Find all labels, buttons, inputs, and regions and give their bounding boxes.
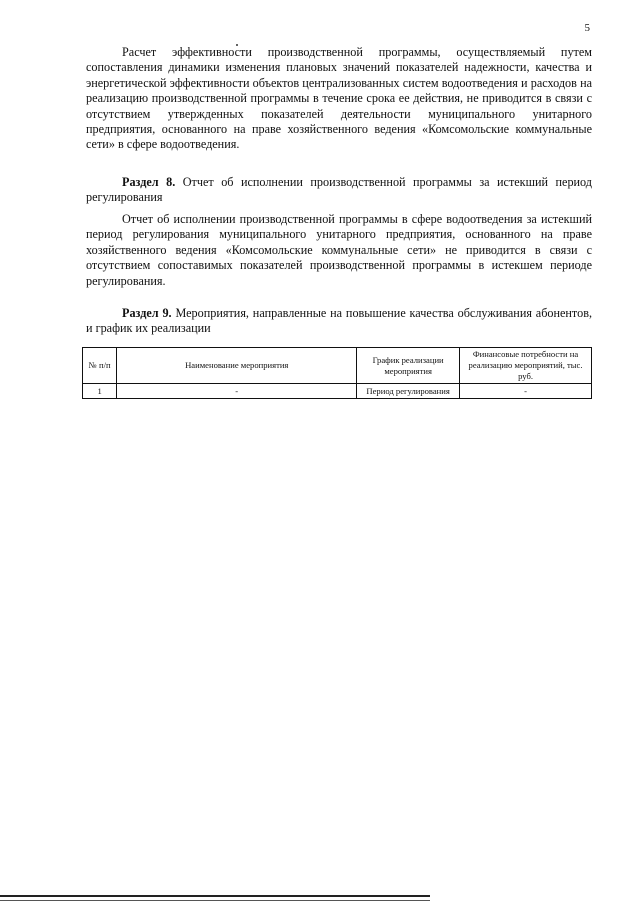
cell-num: 1 [83,384,117,399]
section-8-title: Отчет об исполнении производственной программы за истекший период регулирования [86,175,592,205]
paragraph-efficiency: Расчет эффективности производственной программы, осуществляемый путем сопоставления динамики изменения плановых значений показателей надежности, качества и энергетической эффективности объектов централизованных систем водоотведения и расходов на реализацию производственной программы в течение срока ее действия, не приводится в связи с отсутствием утвержденных показателей деятельности муниципального унитарного предприятия, основанного на праве хозяйственного ведения «Комсомольские коммунальные сети» в сфере водоотведения. [86,45,592,152]
page-number: 5 [584,22,590,34]
header-schedule: График реализации мероприятия [357,348,460,384]
cell-finance: - [460,384,592,399]
bottom-rule [0,895,430,897]
cell-schedule: Период регулирования [357,384,460,399]
section-9-label: Раздел 9. [122,306,172,320]
section-8-label: Раздел 8. [122,175,176,189]
table-header-row [83,348,592,384]
section-8-heading [86,175,592,206]
bottom-rule-thin [0,900,430,901]
section-9-title: Мероприятия, направленные на повышение качества обслуживания абонентов, и график их реализации [86,306,592,336]
header-name: Наименование мероприятия [117,348,357,384]
section-9-heading [86,306,592,337]
header-num: № п/п [83,348,117,384]
cell-name: - [117,384,357,399]
events-table [82,347,592,399]
header-finance: Финансовые потребности на реализацию мероприятий, тыс. руб. [460,348,592,384]
table-row [83,384,592,399]
paragraph-report: Отчет об исполнении производственной программы в сфере водоотведения за истекший период регулирования муниципального унитарного предприятия, основанного на праве хозяйственного ведения «Комсомольские коммунальные сети» не приводится в связи с отсутствием сопоставимых показателей производственной программы в истекшем периоде регулирования. [86,212,592,288]
